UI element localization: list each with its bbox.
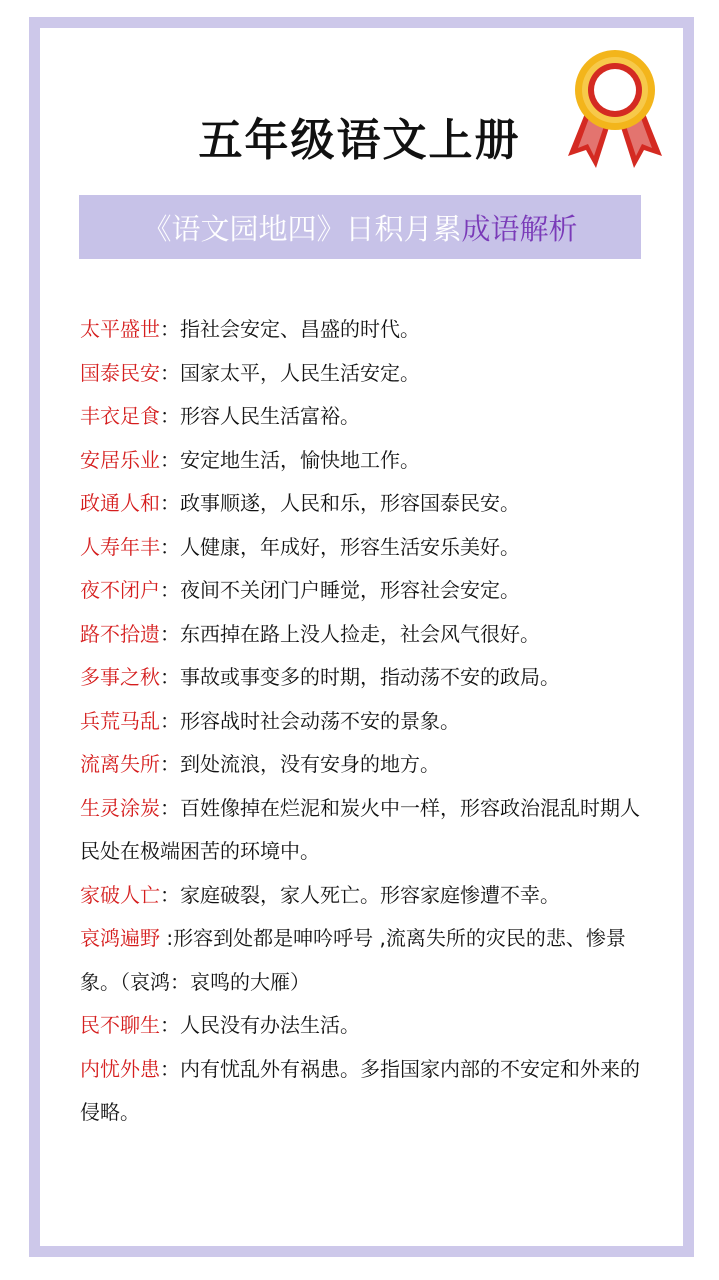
idiom-separator: :	[160, 926, 174, 950]
idiom-definition: 指社会安定、昌盛的时代。	[180, 317, 420, 341]
idiom-term: 流离失所	[80, 752, 160, 776]
idiom-definition: 人民没有办法生活。	[180, 1013, 360, 1037]
idiom-term: 兵荒马乱	[80, 708, 160, 733]
idiom-separator: ：	[160, 534, 180, 559]
idiom-definition: 形容战时社会动荡不安的景象。	[180, 708, 460, 733]
idiom-definition: 内有忧乱外有祸患。多指国家内部的不安定和外来的侵略。	[80, 1056, 640, 1124]
idiom-separator: ：	[160, 360, 180, 385]
idiom-term: 内忧外患	[80, 1056, 160, 1081]
idiom-definition: 形容人民生活富裕。	[180, 404, 360, 428]
idiom-list	[80, 308, 650, 1135]
idiom-separator: ：	[160, 752, 180, 776]
idiom-separator: ：	[160, 665, 180, 689]
idiom-entry	[80, 613, 650, 657]
idiom-separator: ：	[160, 882, 180, 907]
idiom-separator: ：	[160, 708, 180, 733]
idiom-term: 多事之秋	[80, 665, 160, 689]
idiom-definition: 国家太平，人民生活安定。	[180, 360, 420, 385]
idiom-separator: ：	[160, 1056, 180, 1081]
idiom-definition: 东西掉在路上没人捡走，社会风气很好。	[180, 621, 540, 646]
idiom-term: 太平盛世	[80, 317, 160, 341]
idiom-entry	[80, 787, 650, 874]
idiom-separator: ：	[160, 578, 180, 602]
idiom-separator: ：	[160, 491, 180, 515]
idiom-entry	[80, 352, 650, 396]
idiom-separator: ：	[160, 404, 180, 428]
idiom-entry	[80, 395, 650, 439]
idiom-entry	[80, 308, 650, 352]
idiom-term: 哀鸿遍野	[80, 926, 160, 950]
idiom-entry	[80, 700, 650, 744]
idiom-definition: 形容到处都是呻吟呼号 ,流离失所的灾民的悲、惨景象。（哀鸿：哀鸣的大雁）	[80, 926, 626, 994]
idiom-definition: 安定地生活，愉快地工作。	[180, 447, 420, 472]
idiom-term: 丰衣足食	[80, 404, 160, 428]
idiom-entry	[80, 874, 650, 918]
idiom-definition: 政事顺遂，人民和乐，形容国泰民安。	[180, 491, 520, 515]
idiom-definition: 家庭破裂，家人死亡。形容家庭惨遭不幸。	[180, 882, 560, 907]
idiom-definition: 百姓像掉在烂泥和炭火中一样，形容政治混乱时期人民处在极端困苦的环境中。	[80, 795, 640, 863]
idiom-term: 国泰民安	[80, 360, 160, 385]
idiom-separator: ：	[160, 447, 180, 472]
idiom-term: 夜不闭户	[80, 578, 160, 602]
idiom-entry	[80, 1048, 650, 1135]
idiom-term: 家破人亡	[80, 882, 160, 907]
idiom-definition: 夜间不关闭门户睡觉，形容社会安定。	[180, 578, 520, 602]
idiom-definition: 到处流浪，没有安身的地方。	[180, 752, 440, 776]
idiom-entry	[80, 1004, 650, 1048]
page-title: 五年级语文上册	[198, 115, 521, 166]
section-banner	[79, 195, 641, 259]
idiom-separator: ：	[160, 317, 180, 341]
award-ribbon-icon	[560, 44, 670, 174]
idiom-definition: 事故或事变多的时期，指动荡不安的政局。	[180, 665, 560, 689]
idiom-entry	[80, 917, 650, 1004]
idiom-term: 民不聊生	[80, 1013, 160, 1037]
idiom-entry	[80, 526, 650, 570]
idiom-separator: ：	[160, 795, 180, 820]
idiom-entry	[80, 743, 650, 787]
idiom-term: 安居乐业	[80, 447, 160, 472]
idiom-definition: 人健康，年成好，形容生活安乐美好。	[180, 534, 520, 559]
banner-prefix: 《语文园地四》日积月累	[142, 211, 462, 246]
idiom-term: 政通人和	[80, 491, 160, 515]
idiom-entry	[80, 482, 650, 526]
idiom-term: 人寿年丰	[80, 534, 160, 559]
banner-highlight: 成语解析	[461, 211, 578, 246]
idiom-term: 路不拾遗	[80, 621, 160, 646]
idiom-separator: ：	[160, 1013, 180, 1037]
idiom-term: 生灵涂炭	[80, 795, 160, 820]
idiom-separator: ：	[160, 621, 180, 646]
idiom-entry	[80, 569, 650, 613]
idiom-entry	[80, 656, 650, 700]
idiom-entry	[80, 439, 650, 483]
